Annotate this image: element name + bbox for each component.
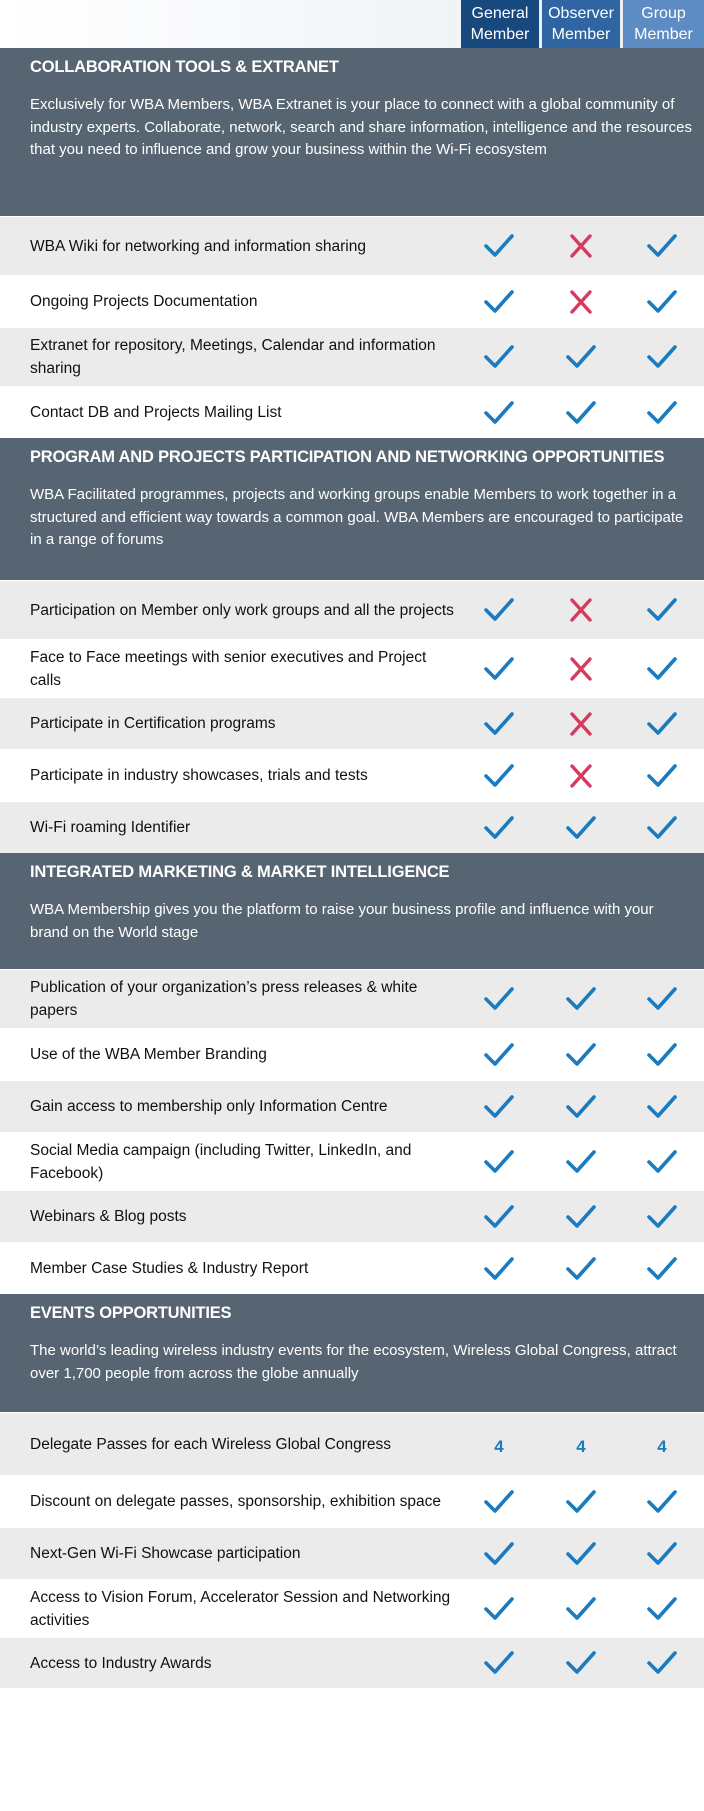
table-row — [0, 969, 704, 1028]
table-row — [0, 1080, 704, 1132]
delegate-pass-count: 4 — [576, 1437, 586, 1456]
cross-icon — [551, 698, 611, 749]
check-icon — [632, 1081, 692, 1132]
cross-icon — [551, 750, 611, 801]
check-icon — [632, 1029, 692, 1080]
table-row — [0, 801, 704, 853]
check-icon — [632, 217, 692, 275]
table-row — [0, 1190, 704, 1242]
section-header — [0, 853, 704, 969]
table-row — [0, 386, 704, 438]
feature-label: Wi-Fi roaming Identifier — [30, 819, 191, 836]
section-description: Exclusively for WBA Members, WBA Extranet is your place to connect with a global community of industry experts. Collaborate, network, search and share information, intelligence and the resources that you need to influence and grow your business within the Wi-Fi ecosystem — [30, 96, 693, 158]
feature-label: Gain access to membership only Information Centre — [30, 1098, 388, 1115]
check-icon — [551, 1081, 611, 1132]
feature-label: Delegate Passes for each Wireless Global Congress — [30, 1435, 391, 1453]
check-icon — [469, 581, 529, 639]
section-description: WBA Facilitated programmes, projects and working groups enable Members to work together in a structured and efficient way towards a common goal. WBA Members are encouraged to participate in a range of forums — [30, 486, 684, 548]
check-icon — [632, 750, 692, 801]
check-icon — [469, 1191, 529, 1242]
table-row — [0, 1242, 704, 1294]
value-cell — [469, 1413, 529, 1475]
check-icon — [632, 1243, 692, 1294]
check-icon — [469, 276, 529, 327]
check-icon — [469, 640, 529, 697]
delegate-pass-count: 4 — [494, 1437, 504, 1456]
value-cell — [632, 1413, 692, 1475]
check-icon — [469, 1243, 529, 1294]
check-icon — [551, 1528, 611, 1579]
column-header-line: Member — [634, 26, 693, 43]
check-icon — [632, 328, 692, 386]
table-row — [0, 1579, 704, 1637]
check-icon — [551, 970, 611, 1028]
check-icon — [632, 387, 692, 438]
check-icon — [632, 581, 692, 639]
check-icon — [551, 328, 611, 386]
table-row — [0, 639, 704, 697]
check-icon — [632, 698, 692, 749]
feature-label: Next-Gen Wi-Fi Showcase participation — [30, 1545, 301, 1562]
section-header — [0, 438, 704, 580]
column-header-line: General — [471, 5, 529, 22]
check-icon — [632, 640, 692, 697]
check-icon — [632, 1476, 692, 1527]
table-row — [0, 580, 704, 639]
check-icon — [551, 802, 611, 853]
table-row — [0, 749, 704, 801]
section-title: PROGRAM AND PROJECTS PARTICIPATION AND NETWORKING OPPORTUNITIES — [30, 448, 665, 466]
table-row — [0, 1028, 704, 1080]
check-icon — [551, 1243, 611, 1294]
feature-label: Ongoing Projects Documentation — [30, 293, 258, 310]
check-icon — [632, 1580, 692, 1637]
check-icon — [551, 1476, 611, 1527]
section-description: The world’s leading wireless industry events for the ecosystem, Wireless Global Congress, attract over 1,700 people from across the globe annually — [30, 1342, 677, 1382]
check-icon — [469, 970, 529, 1028]
column-header-general-member — [461, 0, 539, 48]
check-icon — [632, 1133, 692, 1190]
cross-icon — [551, 276, 611, 327]
check-icon — [551, 387, 611, 438]
feature-label: WBA Wiki for networking and information sharing — [30, 237, 366, 255]
check-icon — [469, 217, 529, 275]
cross-icon — [551, 581, 611, 639]
check-icon — [551, 1580, 611, 1637]
feature-label: Access to Industry Awards — [30, 1654, 212, 1672]
feature-label: Extranet for repository, Meetings, Calendar and information sharing — [30, 337, 436, 377]
check-icon — [632, 1191, 692, 1242]
table-row — [0, 1527, 704, 1579]
feature-label: Participate in industry showcases, trials and tests — [30, 767, 368, 784]
feature-label: Social Media campaign (including Twitter, LinkedIn, and Facebook) — [30, 1141, 412, 1182]
feature-label: Webinars & Blog posts — [30, 1208, 187, 1225]
check-icon — [469, 328, 529, 386]
check-icon — [551, 1638, 611, 1688]
feature-label: Contact DB and Projects Mailing List — [30, 404, 282, 421]
check-icon — [551, 1191, 611, 1242]
check-icon — [632, 1528, 692, 1579]
feature-label: Face to Face meetings with senior executives and Project calls — [30, 648, 427, 689]
section-description: WBA Membership gives you the platform to raise your business profile and influence with your brand on the World stage — [30, 901, 654, 941]
table-row — [0, 275, 704, 327]
table-row — [0, 697, 704, 749]
check-icon — [469, 1580, 529, 1637]
check-icon — [469, 750, 529, 801]
check-icon — [469, 1638, 529, 1688]
feature-label: Member Case Studies & Industry Report — [30, 1260, 309, 1277]
column-header-observer-member — [542, 0, 620, 48]
check-icon — [469, 802, 529, 853]
column-header-group-member — [623, 0, 704, 48]
section-header — [0, 1294, 704, 1412]
value-cell — [551, 1413, 611, 1475]
feature-label: Publication of your organization’s press releases & white papers — [30, 979, 418, 1019]
column-header-line: Observer — [548, 5, 614, 22]
check-icon — [469, 387, 529, 438]
delegate-pass-count: 4 — [657, 1437, 667, 1456]
column-header-line: Member — [470, 26, 530, 43]
column-header-line: Member — [551, 26, 611, 43]
check-icon — [632, 970, 692, 1028]
table-row — [0, 1412, 704, 1475]
check-icon — [469, 1476, 529, 1527]
check-icon — [551, 1133, 611, 1190]
table-row — [0, 216, 704, 275]
section-title: INTEGRATED MARKETING & MARKET INTELLIGENCE — [30, 863, 450, 881]
cross-icon — [551, 640, 611, 697]
feature-label: Participation on Member only work groups and all the projects — [30, 601, 454, 619]
check-icon — [632, 276, 692, 327]
section-title: EVENTS OPPORTUNITIES — [30, 1304, 232, 1322]
sections-container — [0, 48, 704, 1688]
table-row — [0, 1637, 704, 1688]
feature-label: Participate in Certification programs — [30, 715, 276, 732]
check-icon — [469, 698, 529, 749]
table-row — [0, 1132, 704, 1190]
section-title: COLLABORATION TOOLS & EXTRANET — [30, 58, 339, 76]
check-icon — [632, 802, 692, 853]
feature-label: Discount on delegate passes, sponsorship, exhibition space — [30, 1493, 442, 1510]
table-row — [0, 1475, 704, 1527]
check-icon — [469, 1081, 529, 1132]
cross-icon — [551, 217, 611, 275]
table-row — [0, 327, 704, 386]
column-header-bar — [0, 0, 704, 48]
section-header — [0, 48, 704, 216]
check-icon — [469, 1133, 529, 1190]
check-icon — [551, 1029, 611, 1080]
check-icon — [469, 1528, 529, 1579]
check-icon — [632, 1638, 692, 1688]
check-icon — [469, 1029, 529, 1080]
feature-label: Use of the WBA Member Branding — [30, 1046, 267, 1063]
column-header-line: Group — [641, 5, 686, 22]
feature-label: Access to Vision Forum, Accelerator Session and Networking activities — [30, 1588, 451, 1629]
